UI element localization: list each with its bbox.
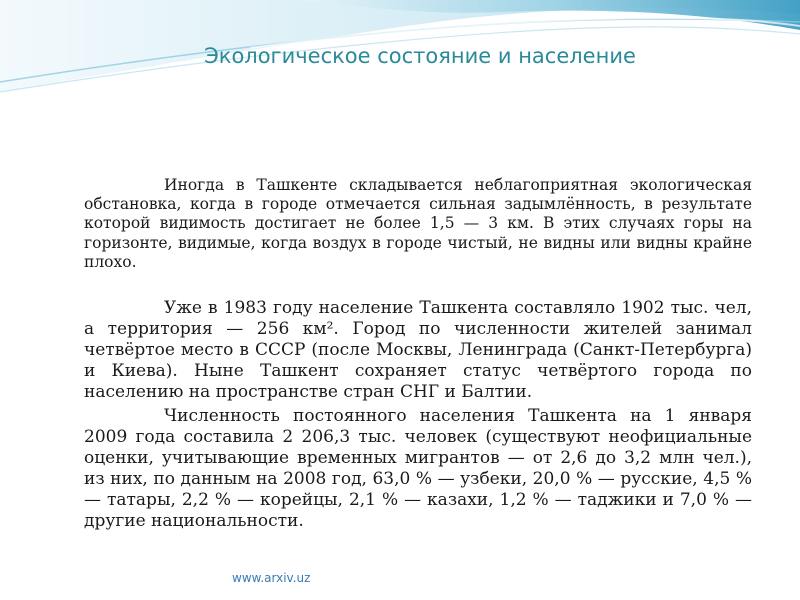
slide-title: Экологическое состояние и население: [204, 44, 636, 68]
footer-website-link[interactable]: www.arxiv.uz: [232, 571, 311, 585]
paragraph-population-2009: Численность постоянного населения Ташкента на 1 января 2009 года составила 2 206,3 тыс. человек (существуют неофициальные оценки, учитывающие временных мигрантов — от 2,6 до 3,2 млн чел.), из них, по данным на 2008 год, 63,0 % — узбеки, 20,0 % — русские, 4,5 % — татары, 2,2 % — корейцы, 2,1 % — казахи, 1,2 % — таджики и 7,0 % — другие национальности.: [84, 406, 752, 532]
slide-body: [84, 176, 752, 532]
paragraph-population-1983: Уже в 1983 году население Ташкента составляло 1902 тыс. чел, а территория — 256 км². Город по численности жителей занимал четвёртое место в СССР (после Москвы, Ленинграда (Санкт-Петербурга) и Киева). Ныне Ташкент сохраняет статус четвёртого города по населению на пространстве стран СНГ и Балтии.: [84, 298, 752, 403]
paragraph-ecology: Иногда в Ташкенте складывается неблагоприятная экологическая обстановка, когда в городе отмечается сильная задымлённость, в результате которой видимость достигает не более 1,5 — 3 км. В этих случаях горы на горизонте, видимые, когда воздух в городе чистый, не видны или видны крайне плохо.: [84, 176, 752, 271]
